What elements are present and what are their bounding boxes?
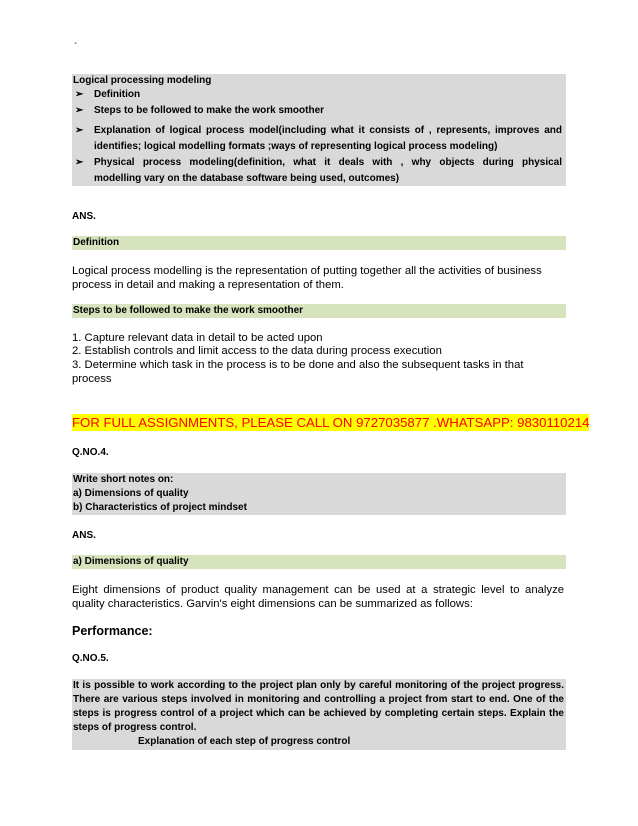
progress-box-line [72,693,566,707]
progress-box-line: steps of progress control. [73,722,197,733]
progress-line-text: steps is progress control of a project which can be achieved by completing certain steps. Explain the [73,708,564,719]
bullet-item [75,124,562,138]
dimensions-heading: a) Dimensions of quality [72,555,566,569]
progress-line-text: It is possible to work according to the project plan only by careful monitoring of the project progress. [73,680,564,691]
arrow-bullet-icon: ➢ [75,157,84,168]
progress-line-text: There are various steps involved in monitoring and controlling a project from start to end. One of the [73,694,564,705]
step-line: process [72,373,112,385]
write-box-line: a) Dimensions of quality [73,488,189,499]
tick-mark: ` [74,42,78,53]
promo-banner: FOR FULL ASSIGNMENTS, PLEASE CALL ON 9727035877 .WHATSAPP: 9830110214 [72,415,590,430]
step-line: 2. Establish controls and limit access to the data during process execution [72,345,442,357]
bullet-item [75,88,141,102]
answer-label: ANS. [72,211,96,222]
step-line: 1. Capture relevant data in detail to be acted upon [72,332,323,344]
bullet-item [75,156,562,170]
progress-subheading: Explanation of each step of progress control [138,736,351,747]
step-line: 3. Determine which task in the process is to be done and also the subsequent tasks in that [72,359,524,371]
answer-label: ANS. [72,530,96,541]
question-title: Logical processing modeling [73,75,212,86]
arrow-bullet-icon: ➢ [75,89,84,100]
dimensions-line: Eight dimensions of product quality management can be used at a strategic level to analyze [72,584,564,596]
progress-box-line [72,679,566,693]
dimensions-line: quality characteristics. Garvin's eight dimensions can be summarized as follows: [72,598,473,610]
bullet-text-continuation: identifies; logical modelling formats ;ways of representing logical process modeling) [94,141,498,152]
write-box-line: Write short notes on: [73,474,174,485]
arrow-bullet-icon: ➢ [75,125,84,136]
definition-line: process in detail and making a representation of them. [72,279,344,291]
question-number: Q.NO.5. [72,653,109,664]
bullet-text: Definition [94,89,141,100]
performance-heading: Performance: [72,624,153,638]
bullet-text-continuation: modelling vary on the database software being used, outcomes) [94,173,400,184]
definition-line: Logical process modelling is the representation of putting together all the activities of business [72,265,542,277]
arrow-bullet-icon: ➢ [75,105,84,116]
bullet-text: Physical process modeling(definition, what it deals with , why objects during physical [94,157,562,168]
definition-heading: Definition [72,236,566,250]
steps-heading: Steps to be followed to make the work smoother [72,304,566,318]
bullet-item [75,104,325,118]
bullet-text: Explanation of logical process model(including what it consists of , represents, improves and [94,125,562,136]
question-number: Q.NO.4. [72,447,109,458]
write-box-line: b) Characteristics of project mindset [73,502,247,513]
progress-box-line [72,707,566,721]
bullet-text: Steps to be followed to make the work smoother [94,105,325,116]
